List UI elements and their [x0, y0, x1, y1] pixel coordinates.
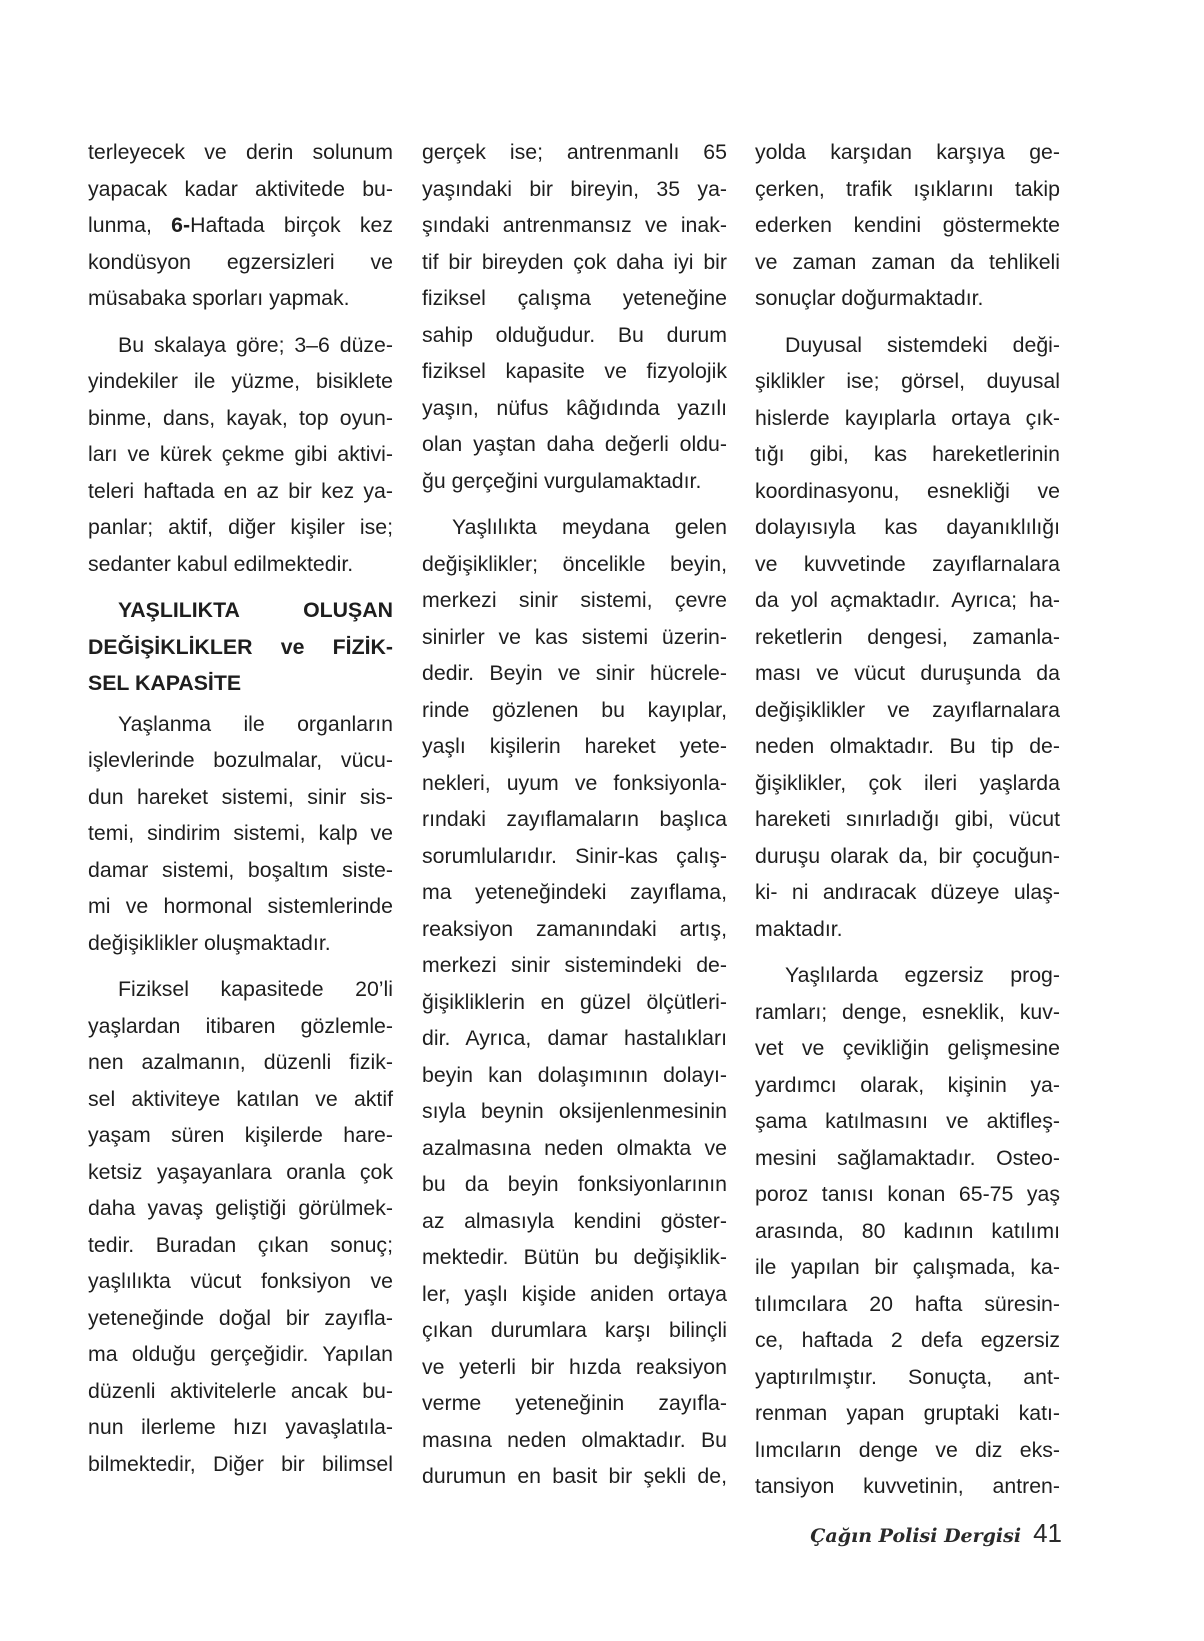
- text-line: mektedir. Bütün bu değişiklik-: [422, 1245, 727, 1269]
- text-column-3: [755, 134, 1060, 1505]
- text-line: Fiziksel kapasitede 20’li: [118, 977, 393, 1001]
- text-line: ketsiz yaşayanlara oranla çok: [88, 1159, 393, 1184]
- text-line: durumun en basit bir şekli de,: [422, 1464, 727, 1488]
- text-line: masına neden olmaktadır. Bu: [422, 1427, 727, 1452]
- text-line: şiklikler ise; görsel, duyusal: [755, 369, 1060, 393]
- text-line: sorumlularıdır. Sinir-kas çalış-: [422, 843, 727, 868]
- text-line: merkezi sinir sistemi, çevre: [422, 588, 727, 612]
- text-line: yaşlardan itibaren gözlemle-: [88, 1013, 393, 1038]
- text-line: gerçek ise; antrenmanlı 65: [422, 140, 727, 164]
- text-line: ile yapılan bir çalışmada, ka-: [755, 1255, 1060, 1279]
- text-line: lımcıların denge ve diz eks-: [755, 1437, 1060, 1462]
- magazine-title: Çağın Polisi Dergisi: [810, 1525, 1022, 1547]
- heading-line: DEĞİŞİKLİKLER ve FİZİK-: [88, 634, 393, 659]
- page-number: 41: [1033, 1518, 1062, 1548]
- text-line: yindekiler ile yüzme, bisiklete: [88, 369, 393, 393]
- text-line: reaksiyon zamanındaki artış,: [422, 916, 727, 941]
- text-line: değişiklikler ve zayıflarnalara: [755, 697, 1060, 722]
- text-line: beyin kan dolaşımının dolayı-: [422, 1062, 727, 1087]
- text-line: yaşlı kişilerin hareket yete-: [422, 734, 727, 758]
- text-line: hislerde kayıplarla ortaya çık-: [755, 405, 1060, 430]
- text-line: bilmektedir, Diğer bir bilimsel: [88, 1451, 393, 1476]
- text-line: ve zaman zaman da tehlikeli: [755, 249, 1060, 274]
- text-line: terleyecek ve derin solunum: [88, 140, 393, 164]
- text-line: yardımcı olarak, kişinin ya-: [755, 1072, 1060, 1097]
- text-line: tansiyon kuvvetinin, antren-: [755, 1474, 1060, 1498]
- text-line: mi ve hormonal sistemlerinde: [88, 894, 393, 918]
- text-line: dolayısıyla kas dayanıklılığı: [755, 515, 1060, 539]
- text-line: dun hareket sistemi, sinir sis-: [88, 784, 393, 809]
- text-line: olan yaştan daha değerli oldu-: [422, 432, 727, 456]
- text-line: çıkan durumlara karşı bilinçli: [422, 1318, 727, 1342]
- text-line: ramları; denge, esneklik, kuv-: [755, 999, 1060, 1024]
- text-line: ğu gerçeğini vurgulamaktadır.: [422, 468, 702, 493]
- text-line: değişiklikler; öncelikle beyin,: [422, 551, 727, 576]
- text-line: ğişikliklerin en güzel ölçütleri-: [422, 989, 727, 1014]
- text-line: arasında, 80 kadının katılımı: [755, 1218, 1060, 1243]
- text-line: damar sistemi, boşaltım siste-: [88, 857, 393, 882]
- text-line: yaşındaki bir bireyin, 35 ya-: [422, 176, 727, 201]
- text-line: reketlerin dengesi, zamanla-: [755, 624, 1060, 649]
- text-line: Yaşlılarda egzersiz prog-: [785, 963, 1060, 987]
- text-line: tılımcılara 20 hafta süresin-: [755, 1291, 1060, 1316]
- text-line: Yaşlanma ile organların: [118, 711, 393, 736]
- paragraph: [755, 957, 1060, 1505]
- text-line: duruşu olarak da, bir çocuğun-: [755, 843, 1060, 868]
- text-line: yapacak kadar aktivitede bu-: [88, 176, 393, 201]
- text-line: bu da beyin fonksiyonlarının: [422, 1172, 727, 1196]
- text-line: ce, haftada 2 defa egzersiz: [755, 1328, 1060, 1352]
- text-line: merkezi sinir sistemindeki de-: [422, 953, 727, 977]
- text-line: azalmasına neden olmakta ve: [422, 1135, 727, 1160]
- text-line: dir. Ayrıca, damar hastalıkları: [422, 1026, 727, 1050]
- text-line: sedanter kabul edilmektedir.: [88, 551, 354, 576]
- text-line: ma yeteneğindeki zayıflama,: [422, 880, 727, 904]
- text-line: sel aktiviteye katılan ve aktif: [88, 1086, 393, 1111]
- text-line: nekleri, uyum ve fonksiyonla-: [422, 770, 727, 795]
- paragraph: [88, 134, 393, 317]
- text-line: poroz tanısı konan 65-75 yaş: [755, 1182, 1060, 1206]
- text-line: verme yeteneğinin zayıfla-: [422, 1391, 727, 1415]
- text-line: çerken, trafik ışıklarını takip: [755, 176, 1060, 201]
- text-line: sahip olduğudur. Bu durum: [422, 322, 727, 347]
- text-line: hareketi sınırladığı gibi, vücut: [755, 807, 1060, 831]
- text-line: Duyusal sistemdeki deği-: [785, 332, 1060, 357]
- text-line: ve kuvvetinde zayıflarnalara: [755, 551, 1060, 576]
- section-heading: [88, 592, 393, 702]
- paragraph: [88, 971, 393, 1482]
- paragraph: [755, 134, 1060, 317]
- paragraph: [422, 134, 727, 499]
- text-line: nen azalmanın, düzenli fizik-: [88, 1050, 393, 1074]
- text-line: sinirler ve kas sistemi üzerin-: [422, 624, 727, 649]
- text-line: fiziksel kapasite ve fizyolojik: [422, 359, 727, 383]
- text-line: teleri haftada en az bir kez ya-: [88, 478, 393, 503]
- text-line: kondüsyon egzersizleri ve: [88, 249, 393, 274]
- text-column-1: [88, 134, 393, 1482]
- heading-line: YAŞLILIKTA OLUŞAN: [118, 598, 393, 622]
- text-line: rındaki zayıflamaların başlıca: [422, 807, 727, 831]
- text-line: vet ve çevikliğin gelişmesine: [755, 1036, 1060, 1060]
- text-line: şama katılmasını ve aktifleş-: [755, 1109, 1060, 1133]
- text-line: işlevlerinde bozulmalar, vücu-: [88, 748, 393, 772]
- text-line: binme, dans, kayak, top oyun-: [88, 405, 393, 430]
- text-line: ki- ni andıracak düzeye ulaş-: [755, 880, 1060, 904]
- text-line: maktadır.: [755, 916, 843, 941]
- text-line: müsabaka sporları yapmak.: [88, 286, 350, 310]
- text-line: ederken kendini göstermekte: [755, 213, 1060, 237]
- text-line: tif bir bireyden çok daha iyi bir: [422, 249, 727, 274]
- text-line: sonuçlar doğurmaktadır.: [755, 286, 984, 310]
- text-line: fiziksel çalışma yeteneğine: [422, 286, 727, 310]
- text-line: mesini sağlamaktadır. Osteo-: [755, 1145, 1060, 1170]
- text-line: yolda karşıdan karşıya ge-: [755, 140, 1060, 164]
- text-line: ğişiklikler, çok ileri yaşlarda: [755, 770, 1060, 795]
- text-line: dedir. Beyin ve sinir hücrele-: [422, 661, 727, 685]
- text-line: ve yeterli bir hızda reaksiyon: [422, 1354, 727, 1379]
- text-line: yaşın, nüfus kâğıdında yazılı: [422, 395, 727, 420]
- text-line: rinde gözlenen bu kayıplar,: [422, 697, 727, 722]
- text-column-2: [422, 134, 727, 1495]
- paragraph: [88, 706, 393, 962]
- text-line: yaptırılmıştır. Sonuçta, ant-: [755, 1364, 1060, 1389]
- paragraph: [88, 327, 393, 583]
- text-line: temi, sindirim sistemi, kalp ve: [88, 821, 393, 845]
- text-line: ma olduğu gerçeğidir. Yapılan: [88, 1342, 393, 1366]
- text-line: lunma, 6-Haftada birçok kez: [88, 213, 393, 237]
- text-line: yaşam süren kişilerde hare-: [88, 1123, 393, 1147]
- text-line: da yol açmaktadır. Ayrıca; ha-: [755, 588, 1060, 612]
- text-line: ması ve vücut duruşunda da: [755, 661, 1060, 685]
- page-footer: [810, 1518, 1062, 1549]
- text-line: Bu skalaya göre; 3–6 düze-: [118, 332, 393, 357]
- text-line: şındaki antrenmansız ve inak-: [422, 213, 727, 237]
- text-line: ler, yaşlı kişide aniden ortaya: [422, 1281, 727, 1306]
- text-line: değişiklikler oluşmaktadır.: [88, 930, 331, 955]
- text-line: daha yavaş geliştiği görülmek-: [88, 1196, 393, 1220]
- paragraph: [755, 327, 1060, 948]
- text-line: koordinasyonu, esnekliği ve: [755, 478, 1060, 503]
- text-line: Yaşlılıkta meydana gelen: [452, 515, 727, 539]
- heading-line: SEL KAPASİTE: [88, 671, 242, 695]
- text-line: panlar; aktif, diğer kişiler ise;: [88, 515, 393, 539]
- text-line: yeteneğinde doğal bir zayıfla-: [88, 1305, 393, 1330]
- text-line: yaşlılıkta vücut fonksiyon ve: [88, 1269, 393, 1293]
- text-line: nun ilerleme hızı yavaşlatıla-: [88, 1415, 393, 1439]
- text-line: tığı gibi, kas hareketlerinin: [755, 442, 1060, 466]
- text-line: sıyla beynin oksijenlenmesinin: [422, 1099, 727, 1123]
- text-line: az almasıyla kendini göster-: [422, 1208, 727, 1233]
- text-line: düzenli aktivitelerle ancak bu-: [88, 1378, 393, 1403]
- text-line: renman yapan gruptaki katı-: [755, 1401, 1060, 1425]
- paragraph: [422, 509, 727, 1495]
- text-line: tedir. Buradan çıkan sonuç;: [88, 1232, 393, 1257]
- text-line: ları ve kürek çekme gibi aktivi-: [88, 442, 393, 466]
- text-line: neden olmaktadır. Bu tip de-: [755, 734, 1060, 758]
